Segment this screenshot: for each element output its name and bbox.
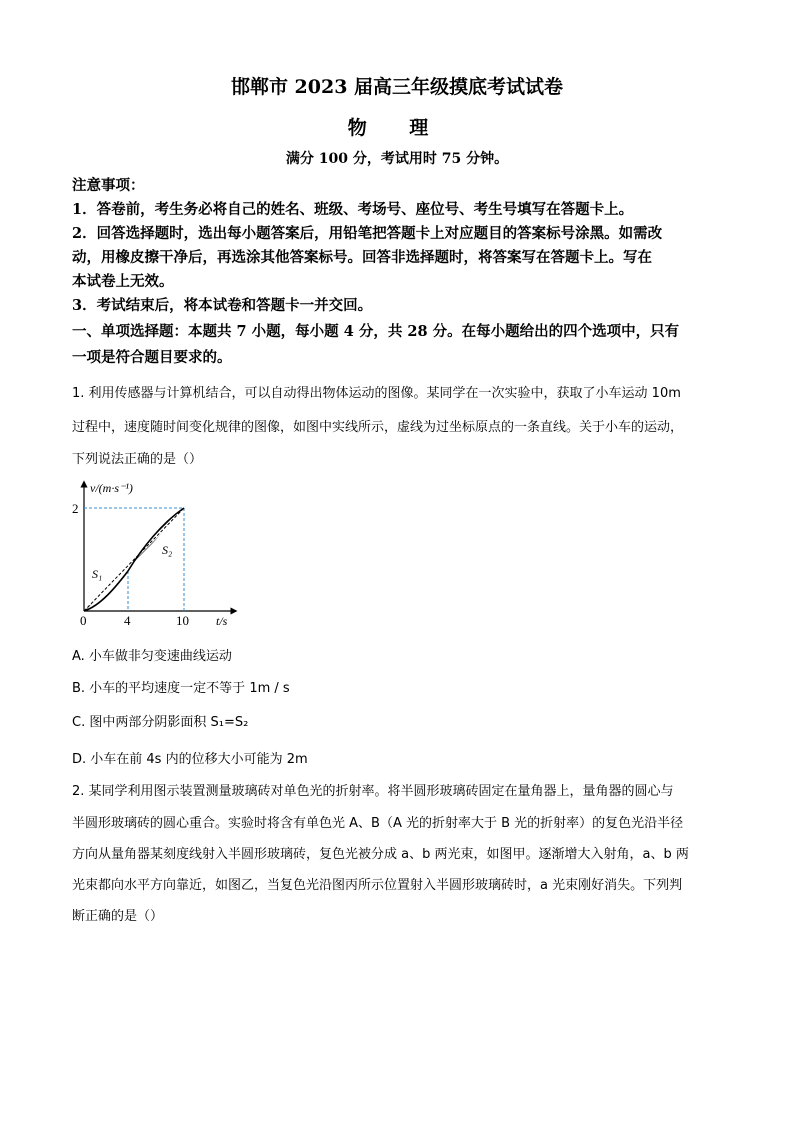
q2-line-1: 2. 某同学利用图示装置测量玻璃砖对单色光的折射率。将半圆形玻璃砖固定在量角器上，量角器的圆心与 xyxy=(72,784,674,799)
t-tick-4: 4 xyxy=(124,613,131,628)
q1-line-3: 下列说法正确的是（） xyxy=(72,452,203,467)
note-2-line-3: 本试卷上无效。 xyxy=(72,273,174,290)
q1-option-b: B. 小车的平均速度一定不等于 1m / s xyxy=(72,681,290,696)
q1-option-d: D. 小车在前 4s 内的位移大小可能为 2m xyxy=(72,752,308,767)
q2-line-4: 光束都向水平方向靠近，如图乙，当复色光沿图丙所示位置射入半圆形玻璃砖时，a 光束刚好消失。下列判 xyxy=(72,878,683,893)
shaded-area-s1 xyxy=(84,571,128,611)
q1-line-1: 1. 利用传感器与计算机结合，可以自动得出物体运动的图像。某同学在一次实验中，获取了小车运动 10m xyxy=(72,386,681,401)
q1-line-2: 过程中，速度随时间变化规律的图像，如图中实线所示，虚线为过坐标原点的一条直线。关于小车的运动， xyxy=(72,420,684,435)
q1-option-a: A. 小车做非匀变速曲线运动 xyxy=(72,649,232,664)
v-tick-2: 2 xyxy=(72,501,79,516)
q2-line-2: 半圆形玻璃砖的圆心重合。实验时将含有单色光 A、B（A 光的折射率大于 B 光的折射率）的复色光沿半径 xyxy=(72,816,684,831)
section-1-line-1: 一、单项选择题：本题共 7 小题，每小题 4 分，共 28 分。在每小题给出的四个选项中，只有 xyxy=(72,323,680,340)
t-axis-label: t/s xyxy=(216,614,228,628)
s1-label: S₁ xyxy=(92,567,103,581)
subject-title: 物 理 xyxy=(347,117,447,139)
q1-option-c: C. 图中两部分阴影面积 S₁=S₂ xyxy=(72,715,249,730)
q2-line-5: 断正确的是（） xyxy=(72,909,164,924)
s2-label: S₂ xyxy=(162,543,173,557)
q2-line-3: 方向从量角器某刻度线射入半圆形玻璃砖，复色光被分成 a、b 两光束，如图甲。逐渐增大入射角，a、b 两 xyxy=(72,847,689,862)
t-tick-10: 10 xyxy=(176,613,189,628)
exam-info: 满分 100 分，考试用时 75 分钟。 xyxy=(285,151,509,167)
note-3: 3．考试结束后，将本试卷和答题卡一并交回。 xyxy=(72,297,373,314)
exam-title: 邯郸市 2023 届高三年级摸底考试试卷 xyxy=(230,76,564,98)
velocity-time-graph xyxy=(70,478,270,628)
section-1-line-2: 一项是符合题目要求的。 xyxy=(72,349,232,366)
shaded-area-s2 xyxy=(128,508,184,571)
note-2-line-2: 动，用橡皮擦干净后，再选涂其他答案标号。回答非选择题时，将答案写在答题卡上。写在 xyxy=(72,249,652,266)
note-1: 1．答卷前，考生务必将自己的姓名、班级、考场号、座位号、考生号填写在答题卡上。 xyxy=(72,201,634,218)
notes-heading: 注意事项： xyxy=(72,177,145,194)
origin-straight-line xyxy=(84,508,184,611)
note-2-line-1: 2．回答选择题时，选出每小题答案后，用铅笔把答题卡上对应题目的答案标号涂黑。如需改 xyxy=(72,225,663,242)
v-axis-label: v/(m·s⁻¹) xyxy=(90,481,133,495)
t-tick-0: 0 xyxy=(80,613,87,628)
